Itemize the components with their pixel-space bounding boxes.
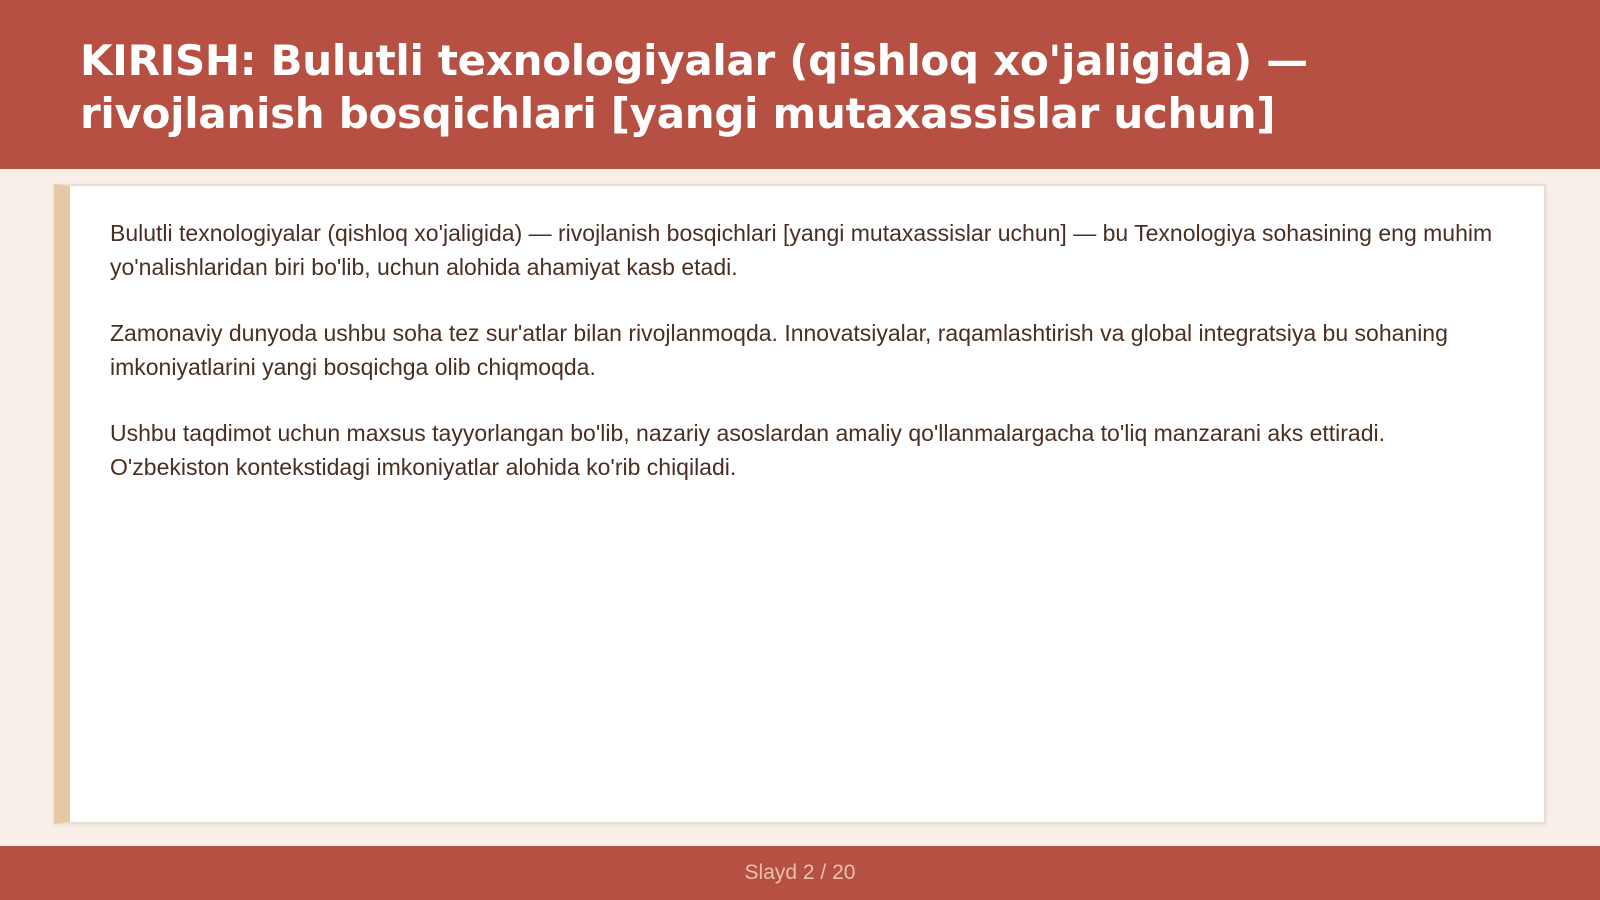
slide-counter: Slayd 2 / 20 [744, 861, 856, 884]
content-card [54, 184, 1546, 824]
slide-title: KIRISH: Bulutli texnologiyalar (qishloq xo'jaligida) — rivojlanish bosqichlari [yangi mutaxassislar uchun] [80, 36, 1308, 138]
slide-header [0, 0, 1600, 169]
content-paragraph-1: Bulutli texnologiyalar (qishloq xo'jaligida) — rivojlanish bosqichlari [yangi mutaxassislar uchun] — bu Texnologiya sohasining eng muhim yo'nalishlaridan biri bo'lib, uchun alohida ahamiyat kasb etadi. [110, 220, 1493, 280]
content-paragraph-2: Zamonaviy dunyoda ushbu soha tez sur'atlar bilan rivojlanmoqda. Innovatsiyalar, raqamlashtirish va global integratsiya bu sohaning imkoniyatlarini yangi bosqichga olib chiqmoqda. [110, 320, 1448, 380]
content-paragraph-3: Ushbu taqdimot uchun maxsus tayyorlangan bo'lib, nazariy asoslardan amaliy qo'llanmalargacha to'liq manzarani aks ettiradi. O'zbekiston kontekstidagi imkoniyatlar alohida ko'rib chiqiladi. [110, 420, 1386, 480]
slide-footer [0, 846, 1600, 900]
